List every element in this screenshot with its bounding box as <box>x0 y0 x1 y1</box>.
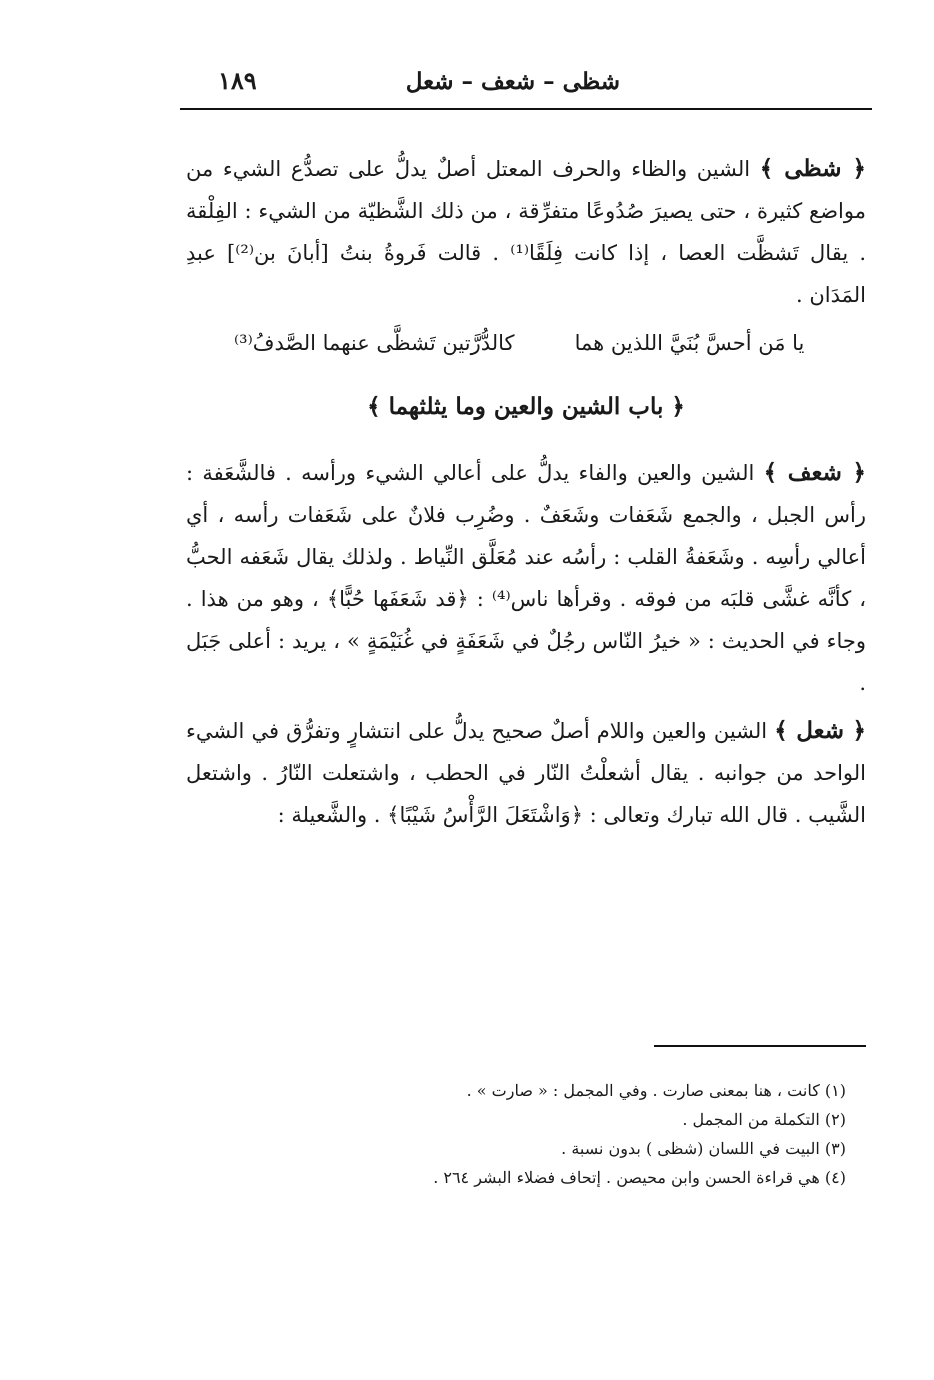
entry-text-shaal: الشين والعين واللام أصلٌ صحيح يدلُّ على انتشارٍ وتفرُّق في الشيء الواحد من جوانبه . يقال أشعلْتُ النّار في الحطب ، واشتعلت النّارُ . واشتعل الشَّيب . قال الله تبارك وتعالى : ﴿وَاشْتَعَلَ الرَّأْسُ شَيْبًا﴾ . والشَّعيلة : <box>186 719 866 827</box>
footnote-4: (٤) هي قراءة الحسن وابن محيصن . إتحاف فضلاء البشر ٢٦٤ . <box>433 1168 846 1187</box>
entry-head-shaal: ﴿ شعل ﴾ <box>774 717 866 744</box>
entry-shaza <box>186 148 866 316</box>
footnote-rule <box>654 1045 866 1047</box>
footnotes <box>300 1076 846 1192</box>
entry-text-shaza: الشين والظاء والحرف المعتل أصلٌ يدلُّ على تصدُّع الشيء من مواضع كثيرة ، حتى يصيرَ صُدُوعًا متفرِّقة ، من ذلك الشَّظيّة من الشيء : الفِلْقة . يقال تَشظَّت العصا ، إذا كانت فِلَقًا⁽¹⁾ . قالت فَروةُ بنتُ [أبانَ بن⁽²⁾] عبدِ المَدَان . <box>186 157 867 307</box>
footnote-1: (١) كانت ، هنا بمعنى صارت . وفي المجمل : « صارت » . <box>466 1081 846 1100</box>
header-rule <box>180 108 872 110</box>
entry-text-shaaf: الشين والعين والفاء يدلُّ على أعالي الشيء ورأسه . فالشَّعَفة : رأس الجبل ، والجمع شَعَفات وشَعَفٌ . وضُرِب فلانٌ على شَعَفات رأسه ، أي أعالي رأسِه . وشَعَفةُ القلب : رأسُه عند مُعَلَّق النِّياط . ولذلك يقال شَعَفه الحبُّ ، كأنَّه غشَّى قلبَه من فوقه . وقرأها ناس⁽⁴⁾ : ﴿قد شَعَفَها حُبًّا﴾ ، وهو من هذا . وجاء في الحديث : « خيرُ النّاس رجُلٌ في شَعَفَةٍ في غُنَيْمَةٍ » ، يريد : أعلى جَبَل . <box>186 461 866 695</box>
page-number: ١٨٩ <box>218 66 257 95</box>
entry-shaal <box>186 710 866 836</box>
page-header <box>180 60 870 108</box>
page-body <box>186 148 866 842</box>
footnote-2: (٢) التكملة من المجمل . <box>682 1110 846 1129</box>
verse-first-hemistich: يا مَن أحسَّ بُنَيَّ اللذين هما <box>574 331 805 355</box>
entry-shaaf <box>186 452 866 704</box>
chapter-heading: ﴿ باب الشين والعين وما يثلثهما ﴾ <box>367 393 685 420</box>
footnote-3: (٣) البيت في اللسان (شظى ) بدون نسبة . <box>561 1139 846 1158</box>
entry-head-shaaf: ﴿ شعف ﴾ <box>763 459 866 486</box>
verse-second-hemistich: كالدُّرَّتين تَشظَّى عنهما الصَّدفُ⁽³⁾ <box>234 331 515 355</box>
entry-head-shaza: ﴿ شظى ﴾ <box>759 155 866 182</box>
poetry-verse <box>186 322 866 364</box>
running-title: شظى – شعف – شعل <box>405 68 620 95</box>
